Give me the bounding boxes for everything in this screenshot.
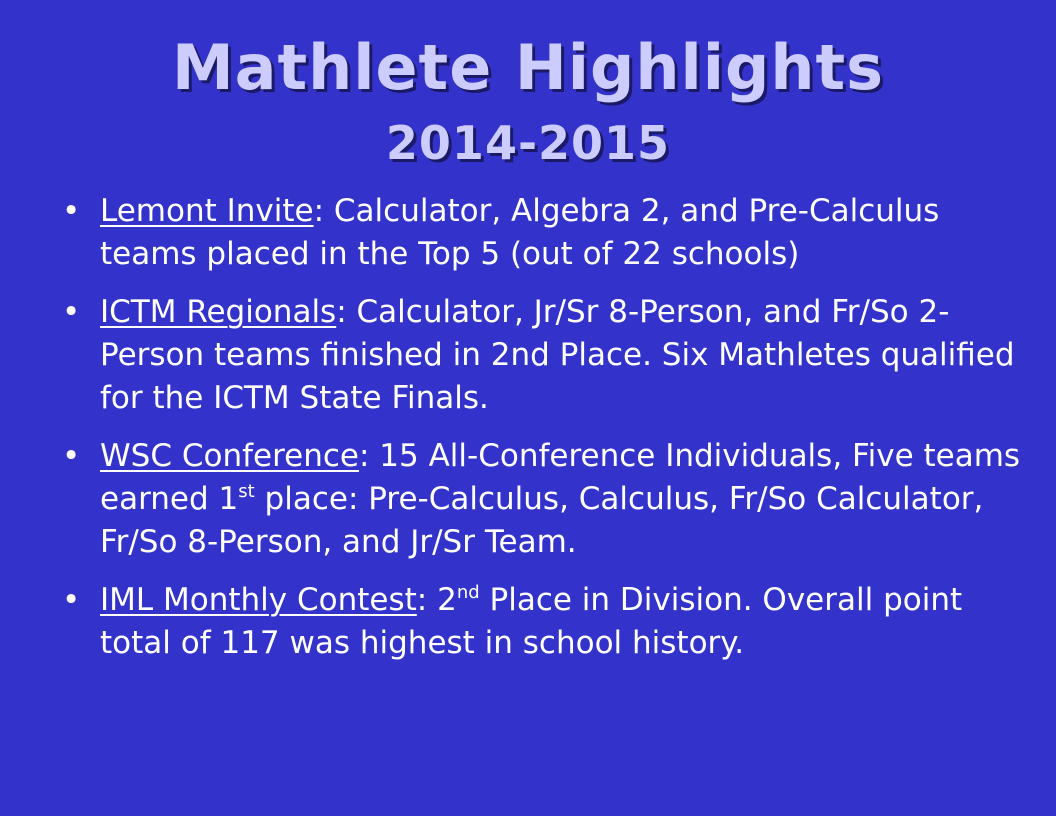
ordinal-suffix: st [238, 481, 255, 502]
bullet-icon: • [62, 582, 81, 618]
item-heading: WSC Conference [100, 438, 359, 474]
item-text: : 15 All-Conference Individuals, Five teams earned 1 [100, 438, 1021, 517]
highlights-list [62, 190, 1022, 680]
item-heading: Lemont Invite [100, 193, 314, 229]
item-text-continued: Place in Division. Overall point total of 117 was highest in school history. [100, 582, 963, 661]
ordinal-suffix: nd [456, 582, 480, 603]
list-item-lemont-invite [62, 190, 1022, 276]
item-heading: IML Monthly Contest [100, 582, 417, 618]
item-text: : 2 [416, 582, 457, 618]
list-item-iml-monthly-contest [62, 579, 1022, 665]
bullet-icon: • [62, 294, 81, 330]
slide-title: Mathlete Highlights [171, 31, 885, 104]
item-text: : Calculator, Jr/Sr 8-Person, and Fr/So 2-Person teams finished in 2nd Place. Six Mathletes qualified for the ICTM State Finals. [100, 294, 1015, 416]
item-text: : Calculator, Algebra 2, and Pre-Calculus teams placed in the Top 5 (out of 22 schools) [100, 193, 940, 272]
slide-subtitle: 2014-2015 [385, 116, 671, 170]
list-item-ictm-regionals [62, 291, 1022, 420]
list-item-wsc-conference [62, 435, 1022, 564]
bullet-icon: • [62, 438, 81, 474]
bullet-icon: • [62, 193, 81, 229]
item-text-continued: place: Pre-Calculus, Calculus, Fr/So Calculator, Fr/So 8-Person, and Jr/Sr Team. [100, 481, 984, 560]
item-heading: ICTM Regionals [100, 294, 337, 330]
